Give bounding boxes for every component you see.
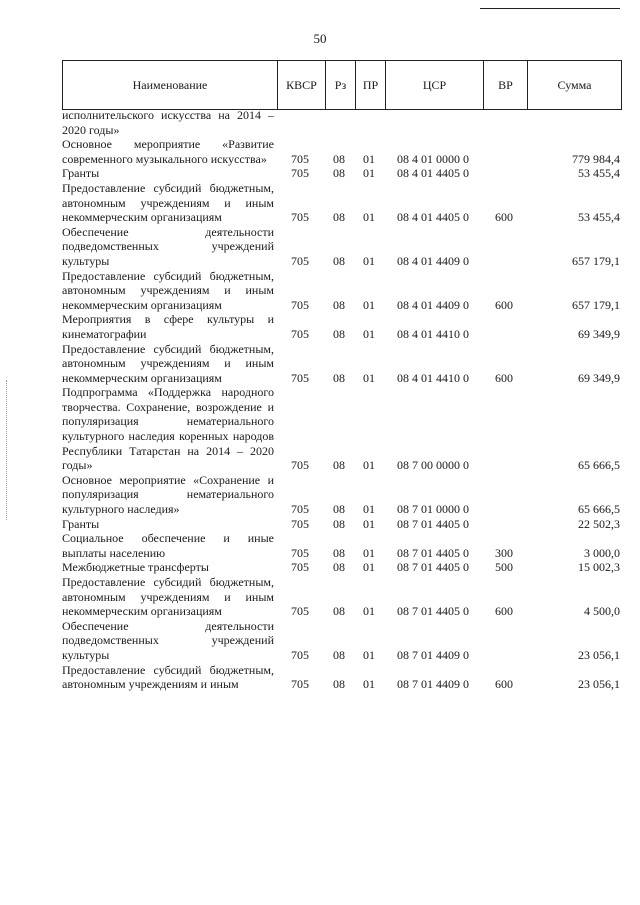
cell-kvsr: 705 — [291, 253, 309, 268]
cell-rz: 08 — [333, 677, 345, 692]
cell-kvsr: 705 — [291, 502, 309, 517]
cell-csr: 08 4 01 4410 0 — [397, 370, 469, 385]
cell-kvsr: 705 — [291, 166, 309, 181]
row-name: Предоставление субсидий бюджетным, автономным учреждениям и иным — [62, 662, 274, 692]
cell-sum: 22 502,3 — [578, 516, 620, 531]
table-row — [62, 108, 622, 137]
cell-csr: 08 7 01 4405 0 — [397, 545, 469, 560]
cell-pr: 01 — [363, 370, 375, 385]
table-row — [62, 225, 622, 269]
cell-pr: 01 — [363, 502, 375, 517]
row-name: Межбюджетные трансферты — [62, 560, 209, 575]
header-csr: ЦСР — [385, 61, 483, 109]
table-row — [62, 166, 622, 181]
cell-rz: 08 — [333, 210, 345, 225]
row-name: Предоставление субсидий бюджетным, автономным учреждениям и иным некоммерческим организациям — [62, 180, 274, 225]
cell-sum: 779 984,4 — [572, 151, 620, 166]
cell-sum: 53 455,4 — [578, 210, 620, 225]
cell-rz: 08 — [333, 647, 345, 662]
cell-pr: 01 — [363, 326, 375, 341]
cell-sum: 69 349,9 — [578, 370, 620, 385]
cell-rz: 08 — [333, 458, 345, 473]
cell-pr: 01 — [363, 560, 375, 575]
cell-kvsr: 705 — [291, 458, 309, 473]
cell-rz: 08 — [333, 545, 345, 560]
cell-pr: 01 — [363, 151, 375, 166]
cell-pr: 01 — [363, 297, 375, 312]
header-rz: Рз — [325, 61, 355, 109]
cell-kvsr: 705 — [291, 326, 309, 341]
cell-pr: 01 — [363, 210, 375, 225]
cell-pr: 01 — [363, 253, 375, 268]
table-row — [62, 385, 622, 473]
cell-rz: 08 — [333, 253, 345, 268]
page-number: 50 — [313, 31, 327, 46]
top-rule — [480, 8, 620, 9]
cell-sum: 657 179,1 — [572, 253, 620, 268]
cell-sum: 69 349,9 — [578, 326, 620, 341]
cell-csr: 08 7 00 0000 0 — [397, 458, 469, 473]
row-name: Гранты — [62, 166, 100, 181]
cell-csr: 08 7 01 4405 0 — [397, 604, 469, 619]
row-name: исполнительского искусства на 2014 – 2020 годы» — [62, 108, 274, 137]
row-name: Основное мероприятие «Развитие современного музыкального искусства» — [62, 137, 274, 166]
row-name: Обеспечение деятельности подведомственных учреждений культуры — [62, 618, 274, 662]
cell-vr: 600 — [495, 297, 513, 312]
cell-kvsr: 705 — [291, 370, 309, 385]
cell-vr: 300 — [495, 545, 513, 560]
cell-sum: 4 500,0 — [584, 604, 620, 619]
cell-rz: 08 — [333, 151, 345, 166]
header-name: Наименование — [132, 77, 208, 92]
cell-kvsr: 705 — [291, 297, 309, 312]
row-name: Социальное обеспечение и иные выплаты населению — [62, 531, 274, 560]
cell-kvsr: 705 — [291, 210, 309, 225]
table-row — [62, 560, 622, 575]
cell-vr: 600 — [495, 604, 513, 619]
margin-marks — [6, 380, 11, 520]
cell-rz: 08 — [333, 166, 345, 181]
cell-sum: 15 002,3 — [578, 560, 620, 575]
cell-pr: 01 — [363, 647, 375, 662]
cell-csr: 08 4 01 4409 0 — [397, 253, 469, 268]
row-name: Предоставление субсидий бюджетным, автономным учреждениям и иным некоммерческим организациям — [62, 268, 274, 312]
cell-kvsr: 705 — [291, 604, 309, 619]
cell-sum: 23 056,1 — [578, 647, 620, 662]
table-row — [62, 473, 622, 517]
table-row — [62, 663, 622, 692]
cell-rz: 08 — [333, 502, 345, 517]
cell-rz: 08 — [333, 297, 345, 312]
header-sum: Сумма — [527, 61, 621, 109]
table-row — [62, 137, 622, 166]
table-body — [62, 108, 622, 692]
cell-sum: 657 179,1 — [572, 297, 620, 312]
cell-kvsr: 705 — [291, 516, 309, 531]
cell-csr: 08 4 01 4409 0 — [397, 297, 469, 312]
row-name: Предоставление субсидий бюджетным, автономным учреждениям и иным некоммерческим организациям — [62, 575, 274, 619]
cell-sum: 65 666,5 — [578, 458, 620, 473]
cell-rz: 08 — [333, 604, 345, 619]
cell-kvsr: 705 — [291, 560, 309, 575]
row-name: Предоставление субсидий бюджетным, автономным учреждениям и иным некоммерческим организациям — [62, 341, 274, 385]
row-name: Гранты — [62, 516, 100, 531]
table-header — [62, 60, 622, 110]
cell-pr: 01 — [363, 677, 375, 692]
cell-pr: 01 — [363, 545, 375, 560]
row-name: Основное мероприятие «Сохранение и популяризация нематериального культурного наследия» — [62, 472, 274, 517]
cell-rz: 08 — [333, 326, 345, 341]
row-name: Подпрограмма «Поддержка народного творчества. Сохранение, возрождение и популяризация нематериального культурного наследия коренных народов Республики Татарстан на 2014 – 2020 годы» — [62, 385, 274, 473]
table-row — [62, 619, 622, 663]
cell-vr: 500 — [495, 560, 513, 575]
cell-sum: 65 666,5 — [578, 502, 620, 517]
header-vr: ВР — [483, 61, 527, 109]
cell-kvsr: 705 — [291, 647, 309, 662]
cell-rz: 08 — [333, 516, 345, 531]
cell-vr: 600 — [495, 210, 513, 225]
cell-csr: 08 4 01 4405 0 — [397, 210, 469, 225]
cell-pr: 01 — [363, 458, 375, 473]
cell-sum: 3 000,0 — [584, 545, 620, 560]
cell-csr: 08 4 01 4410 0 — [397, 326, 469, 341]
cell-kvsr: 705 — [291, 677, 309, 692]
cell-pr: 01 — [363, 604, 375, 619]
cell-csr: 08 4 01 0000 0 — [397, 151, 469, 166]
cell-csr: 08 7 01 4405 0 — [397, 560, 469, 575]
cell-csr: 08 7 01 4405 0 — [397, 516, 469, 531]
table-row — [62, 517, 622, 532]
cell-csr: 08 4 01 4405 0 — [397, 166, 469, 181]
row-name: Мероприятия в сфере культуры и кинематографии — [62, 312, 274, 341]
header-kvsr: КВСР — [277, 61, 325, 109]
table-row — [62, 575, 622, 619]
cell-pr: 01 — [363, 166, 375, 181]
cell-sum: 53 455,4 — [578, 166, 620, 181]
cell-pr: 01 — [363, 516, 375, 531]
cell-rz: 08 — [333, 370, 345, 385]
header-pr: ПР — [355, 61, 385, 109]
cell-kvsr: 705 — [291, 151, 309, 166]
cell-vr: 600 — [495, 370, 513, 385]
table-row — [62, 531, 622, 560]
cell-vr: 600 — [495, 677, 513, 692]
table-row — [62, 312, 622, 341]
cell-rz: 08 — [333, 560, 345, 575]
table-row — [62, 269, 622, 313]
table-row — [62, 342, 622, 386]
cell-csr: 08 7 01 0000 0 — [397, 502, 469, 517]
cell-csr: 08 7 01 4409 0 — [397, 677, 469, 692]
table-row — [62, 181, 622, 225]
cell-csr: 08 7 01 4409 0 — [397, 647, 469, 662]
row-name: Обеспечение деятельности подведомственных учреждений культуры — [62, 224, 274, 268]
cell-kvsr: 705 — [291, 545, 309, 560]
cell-sum: 23 056,1 — [578, 677, 620, 692]
